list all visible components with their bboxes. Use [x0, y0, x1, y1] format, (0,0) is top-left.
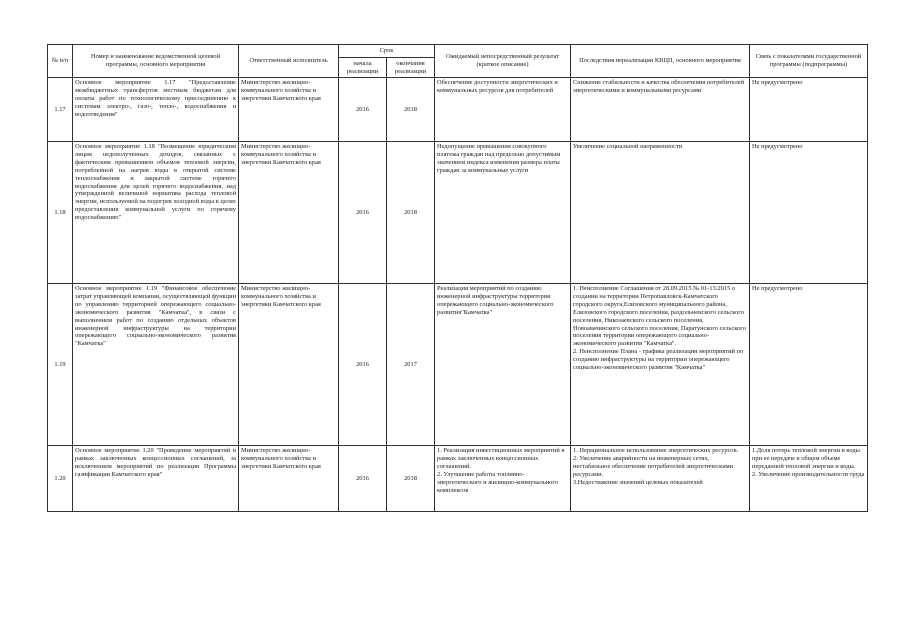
- row-link: Не предусмотрено: [750, 78, 868, 142]
- row-name: Основное мероприятие 1.19 "Финансовое обеспечение затрат управляющей компании, осуществляющей функции по управлению территорией опережающего социально-экономического развития "Камчатка", в связи с выполнением работ по созданию отдельных объектов инженерной инфраструктуры на территории опережающего социально-экономического развития "Камчатка": [73, 284, 239, 446]
- row-executor: Министерство жилищно-коммунального хозяйства и энергетики Камчатского края: [239, 446, 339, 512]
- table-row: [48, 446, 868, 512]
- table-row: [48, 78, 868, 142]
- row-result: Обеспечение доступности энергетических и коммунальных ресурсов для потребителей: [435, 78, 571, 142]
- row-name: Основное мероприятие 1.18 "Возмещение юридическим лицам недополученных доходов, связанных с фактическим превышением объемов тепловой энергии, потребленной на нагрев воды в открытой системе теплоснабжения и закрытой системе горячего водоснабжения для целей горячего водоснабжения, над утвержденной величиной норматива расхода тепловой энергии, используемой на подогрев холодной воды в целях предоставления коммунальной услуги по горячему водоснабжению": [73, 142, 239, 284]
- header-executor: Ответственный исполнитель: [239, 45, 339, 78]
- row-name: Основное мероприятие 1.17 "Предоставление межбюджетных трансфертов местным бюджетам для оплаты работ по технологическому присоединению к системам электро-, газо-, тепло-, водоснабжения и водоотведения": [73, 78, 239, 142]
- header-name: Номер и наименование ведомственной целевой программы, основного мероприятия: [73, 45, 239, 78]
- row-consequences: 1. Нерациональное использование энергетических ресурсов. 2. Увеличение аварийности на инженерных сетях, нестабильное обеспечение потребителей энергетическими ресурсами. 3.Недостижение значений целевых показателей: [571, 446, 750, 512]
- row-consequences: Снижение стабильности и качества обеспечения потребителей энергетическими и коммунальными ресурсами: [571, 78, 750, 142]
- row-end: 2017: [387, 284, 435, 446]
- header-result: Ожидаемый непосредственный результат (краткое описание): [435, 45, 571, 78]
- row-start: 2016: [339, 284, 387, 446]
- row-executor: Министерство жилищно-коммунального хозяйства и энергетики Камчатского края: [239, 142, 339, 284]
- header-term: Срок: [339, 45, 435, 58]
- header-consequences: Последствия нереализации КВЦП, основного мероприятия: [571, 45, 750, 78]
- row-consequences: 1. Неисполнение Соглашения от 28.09.2015 № 01-13/2015 о создании на территории Петропавловск-Камчатского городского округа,Елизовского муниципального района, Елизовского городского поселения, раздольненского сельского поселения, Никозаевского сельского поселения, Новоавачинского сельского поселения, Паратунского сельского поселения территории опережающего социально-экономического развития "Камчатка". 2. Неисполнение Плана - графика реализации мероприятий по созданию инфраструктуры на территории опережающего социально-экономического развития "Камчатка": [571, 284, 750, 446]
- row-result: Реализация мероприятий по созданию инженерной инфраструктуры территории опережающего социально-экономического развития"Камчатка": [435, 284, 571, 446]
- row-executor: Министерство жилищно-коммунального хозяйства и энергетики Камчатского края: [239, 284, 339, 446]
- row-end: 2018: [387, 78, 435, 142]
- row-end: 2018: [387, 446, 435, 512]
- row-start: 2016: [339, 142, 387, 284]
- row-num: 1.19: [48, 284, 73, 446]
- table-row: [48, 284, 868, 446]
- row-result: Недопущение превышения совокупного платежа граждан над предельно допустимым значением индекса изменения размера платы граждан за коммунальные услуги: [435, 142, 571, 284]
- row-result: 1. Реализация инвестиционных мероприятий в рамках заключенных концессионных соглашений. 2. Улучшение работы топливно-энергетического и жилищно-коммунального комплексов: [435, 446, 571, 512]
- row-num: 1.20: [48, 446, 73, 512]
- header-num: № п/п: [48, 45, 73, 78]
- row-name: Основное мероприятие 1.20 "Проведение мероприятий в рамках заключенных концессионных соглашений, за исключением мероприятий по реализации Программы газификации Камчатского края": [73, 446, 239, 512]
- row-num: 1.17: [48, 78, 73, 142]
- table-row: [48, 142, 868, 284]
- header-end: окончания реализации: [387, 58, 435, 78]
- row-start: 2016: [339, 78, 387, 142]
- header-start: начала реализации: [339, 58, 387, 78]
- row-num: 1.18: [48, 142, 73, 284]
- row-link: 1.Доля потерь тепловой энергии в воды при ее передаче в общем объеме переданной тепловой энергии и воды. 2. Увеличение производительности труда: [750, 446, 868, 512]
- row-executor: Министерство жилищно-коммунального хозяйства и энергетики Камчатского края: [239, 78, 339, 142]
- row-end: 2018: [387, 142, 435, 284]
- row-consequences: Увеличение социальной напряженности: [571, 142, 750, 284]
- header-link: Связь с показателями государственной программы (подпрограммы): [750, 45, 868, 78]
- row-link: Не предусмотрено: [750, 284, 868, 446]
- program-table: [47, 44, 868, 512]
- row-start: 2016: [339, 446, 387, 512]
- row-link: Не предусмотрено: [750, 142, 868, 284]
